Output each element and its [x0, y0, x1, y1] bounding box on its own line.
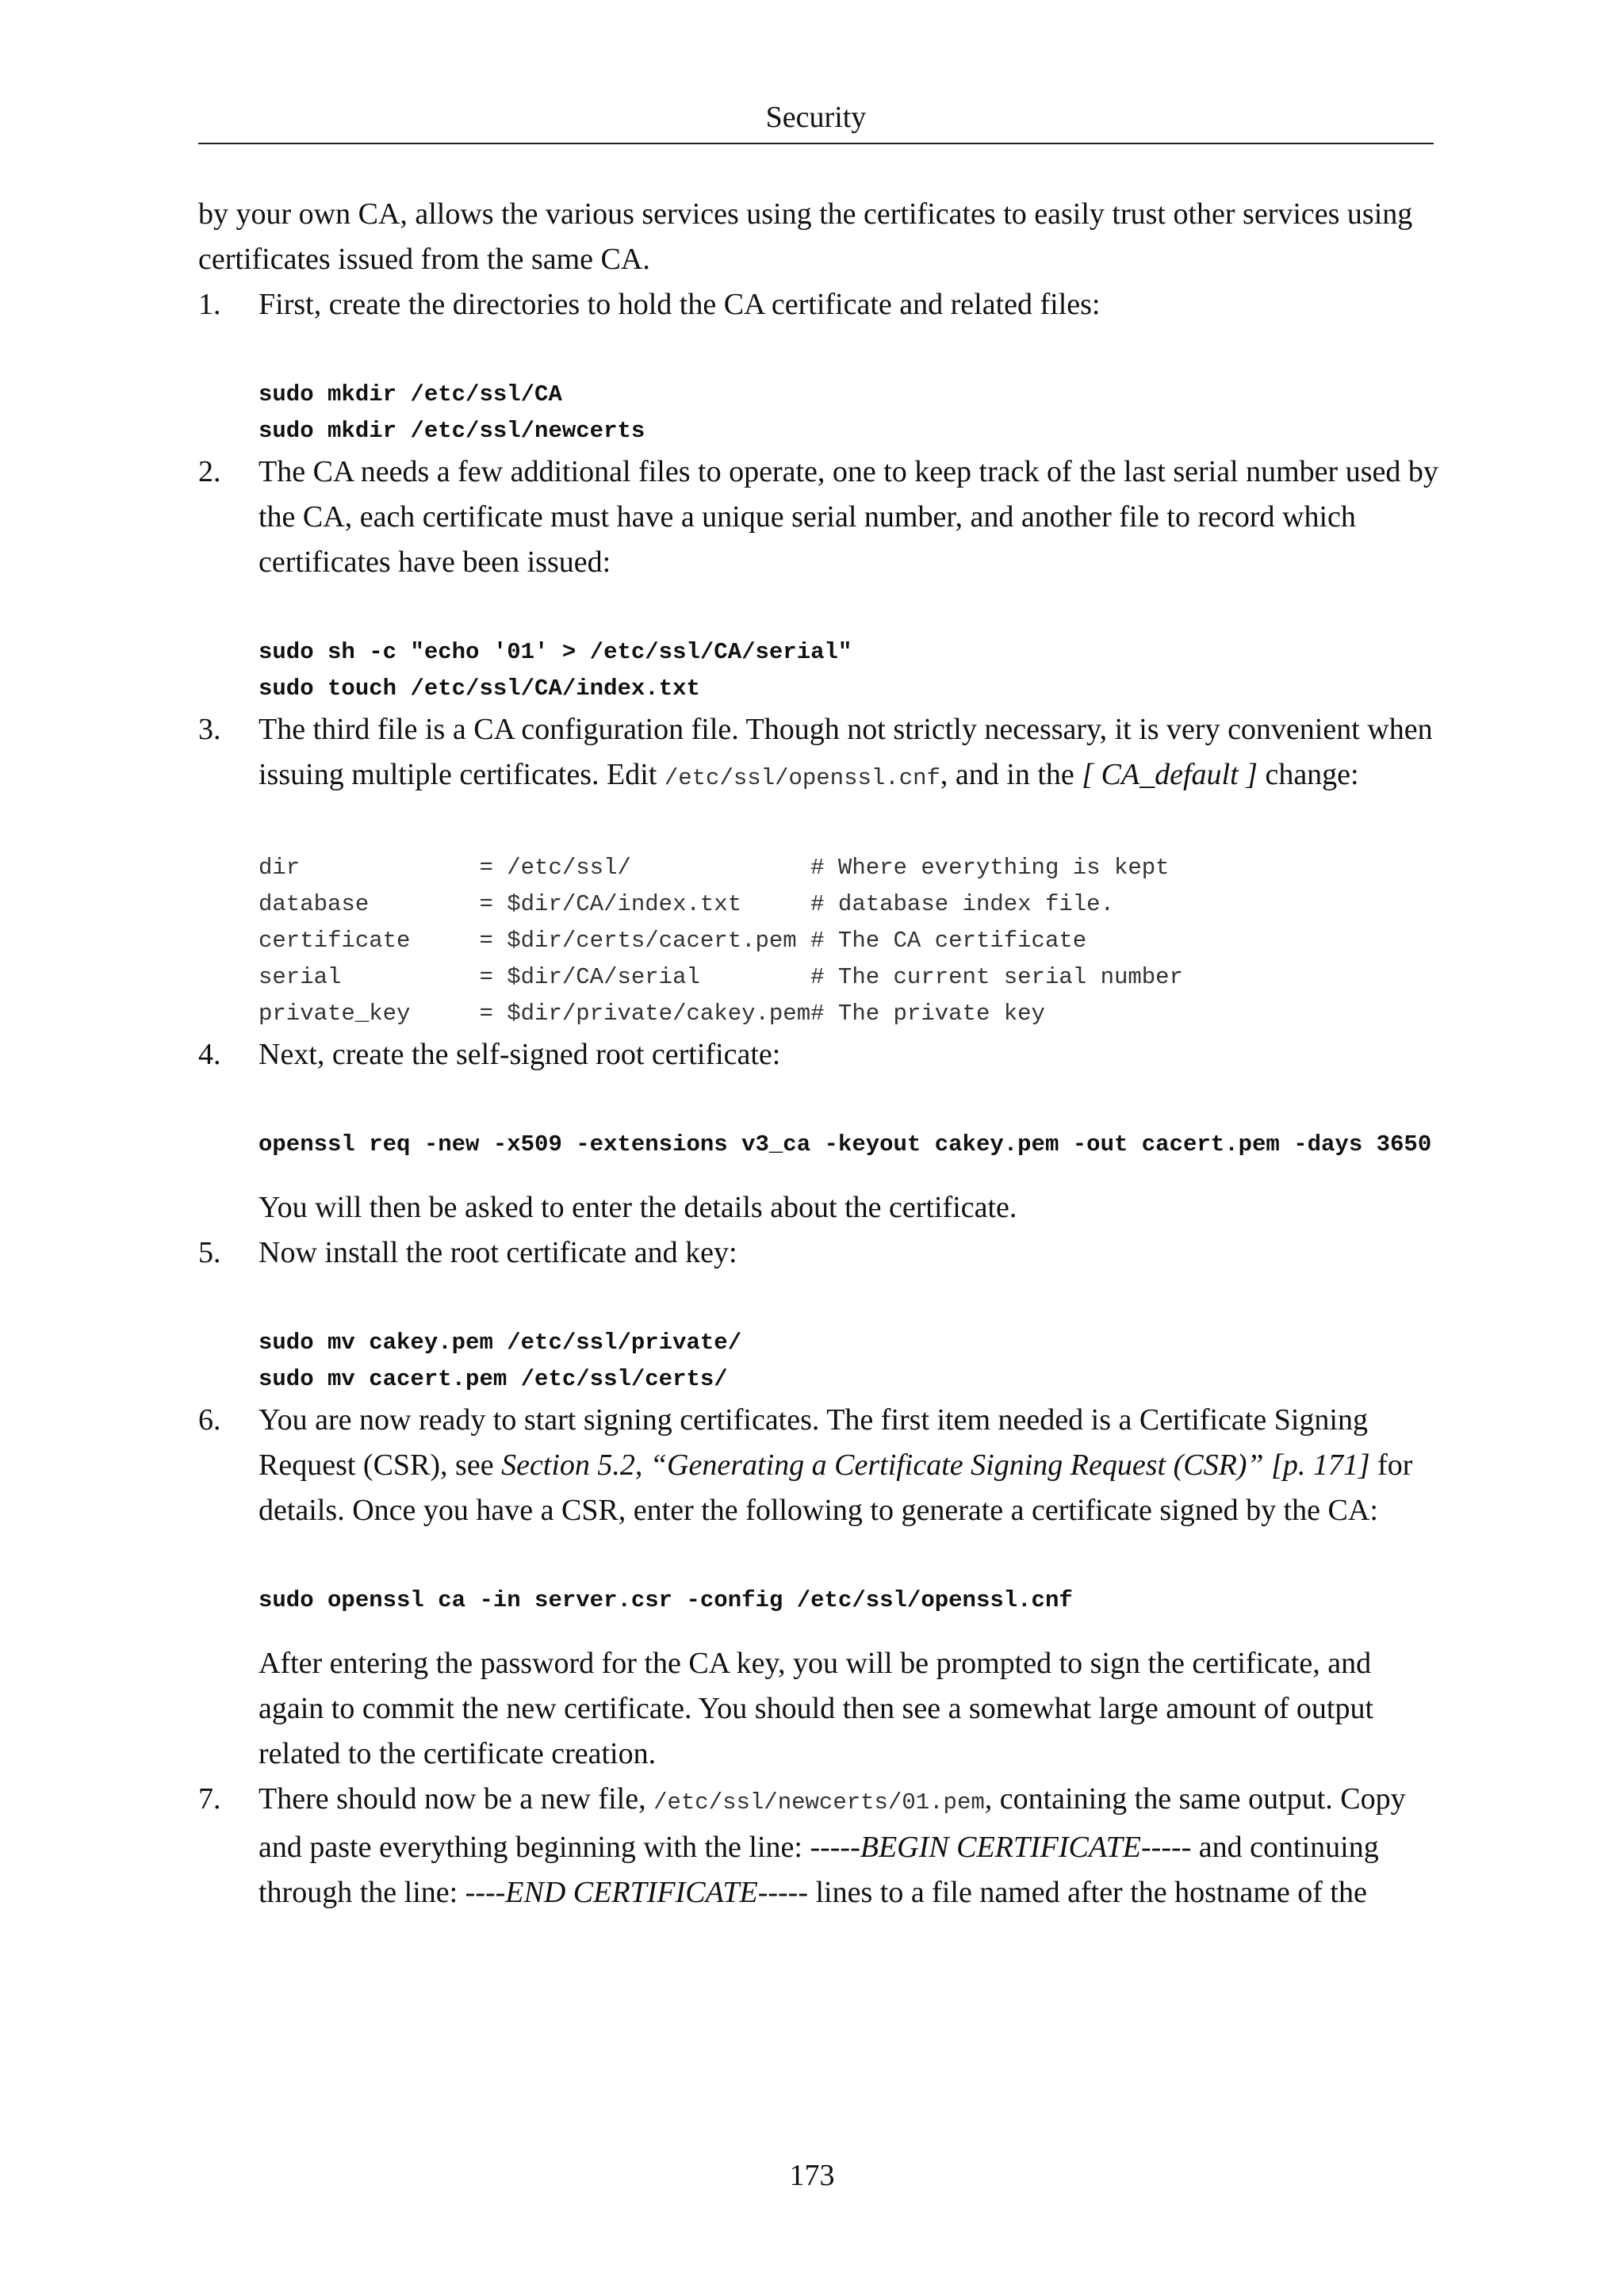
intro-paragraph: by your own CA, allows the various services using the certificates to easily trust other services using certificates issued from the same CA.: [198, 197, 1413, 276]
step-text-part: There should now be a new file,: [259, 1782, 654, 1816]
step-7: [198, 1777, 1443, 1915]
file-path: /etc/ssl/newcerts/01.pem: [653, 1789, 985, 1816]
running-header: Security: [765, 101, 867, 134]
code-line: sudo sh -c "echo '01' > /etc/ssl/CA/serial": [259, 639, 852, 665]
step-text-part: change:: [1257, 758, 1359, 791]
step-5: [198, 1230, 1443, 1398]
config-line: dir = /etc/ssl/ # Where everything is kept: [259, 855, 1170, 881]
step-number: 7.: [198, 1782, 221, 1816]
step-1: [198, 282, 1443, 450]
config-line: serial = $dir/CA/serial # The current serial number: [259, 964, 1183, 990]
step-text-part: The third file is a CA configuration file. Though not strictly necessary, it is very convenient when issuing multiple certificates. Edit: [259, 713, 1433, 791]
step-text: Now install the root certificate and key:: [259, 1236, 737, 1269]
end-marker: END CERTIFICATE: [505, 1876, 758, 1909]
step-number: 6.: [198, 1403, 221, 1437]
step-text: [259, 1398, 1443, 1533]
step-text: Next, create the self-signed root certificate:: [259, 1038, 781, 1071]
step-text-part: , and in the: [940, 758, 1082, 791]
config-line: database = $dir/CA/index.txt # database index file.: [259, 891, 1114, 917]
step-text-part: You are now ready to start signing certificates. The first item needed is a Certificate Signing Request (CSR), see: [259, 1403, 1368, 1482]
step-text: [259, 1777, 1443, 1915]
step-4: [198, 1032, 1443, 1230]
step-number: 3.: [198, 713, 221, 746]
step-number: 5.: [198, 1236, 221, 1269]
config-line: certificate = $dir/certs/cacert.pem # The CA certificate: [259, 928, 1087, 954]
config-line: private_key = $dir/private/cakey.pem# The private key: [259, 1001, 1045, 1027]
page-number: 173: [789, 2159, 835, 2192]
header-rule: [198, 143, 1434, 144]
code-line: sudo mkdir /etc/ssl/newcerts: [259, 418, 645, 444]
begin-marker: BEGIN CERTIFICATE: [860, 1831, 1142, 1864]
step-text: The CA needs a few additional files to operate, one to keep track of the last serial number used by the CA, each certificate must have a unique serial number, and another file to record which certificates have been issued:: [259, 455, 1438, 579]
code-line: sudo openssl ca -in server.csr -config /etc/ssl/openssl.cnf: [259, 1587, 1073, 1613]
step-followup-text: After entering the password for the CA key, you will be prompted to sign the certificate, and again to commit the new certificate. You should then see a somewhat large amount of output related to the certificate creation.: [259, 1647, 1374, 1770]
code-line: openssl req -new -x509 -extensions v3_ca -keyout cakey.pem -out cacert.pem -days 3650: [259, 1131, 1432, 1158]
step-number: 2.: [198, 455, 221, 488]
step-6: [198, 1398, 1443, 1777]
step-number: 4.: [198, 1038, 221, 1071]
code-line: sudo mv cacert.pem /etc/ssl/certs/: [259, 1366, 728, 1392]
code-line: sudo mkdir /etc/ssl/CA: [259, 381, 562, 408]
step-text-part: for details. Once you have a CSR, enter the following to generate a certificate signed by the CA:: [259, 1448, 1413, 1527]
section-link[interactable]: Section 5.2, “Generating a Certificate Signing Request (CSR)” [p. 171]: [501, 1448, 1370, 1482]
step-text-part: ----- lines to a file named after the hostname of the: [757, 1876, 1367, 1909]
step-text-part: ----- and continuing through the line: ----: [259, 1831, 1379, 1909]
file-path: /etc/ssl/openssl.cnf: [664, 765, 940, 791]
step-2: [198, 450, 1443, 707]
step-followup-text: You will then be asked to enter the details about the certificate.: [259, 1191, 1017, 1224]
code-line: sudo touch /etc/ssl/CA/index.txt: [259, 675, 700, 702]
step-text-part: , containing the same output. Copy and paste everything beginning with the line: -----: [259, 1782, 1406, 1864]
step-text: First, create the directories to hold the CA certificate and related files:: [259, 288, 1101, 321]
code-line: sudo mv cakey.pem /etc/ssl/private/: [259, 1330, 742, 1356]
config-section: [ CA_default ]: [1082, 758, 1258, 791]
step-number: 1.: [198, 288, 221, 321]
step-text: [259, 707, 1443, 801]
page-content: [198, 192, 1443, 1915]
step-3: [198, 707, 1443, 1032]
